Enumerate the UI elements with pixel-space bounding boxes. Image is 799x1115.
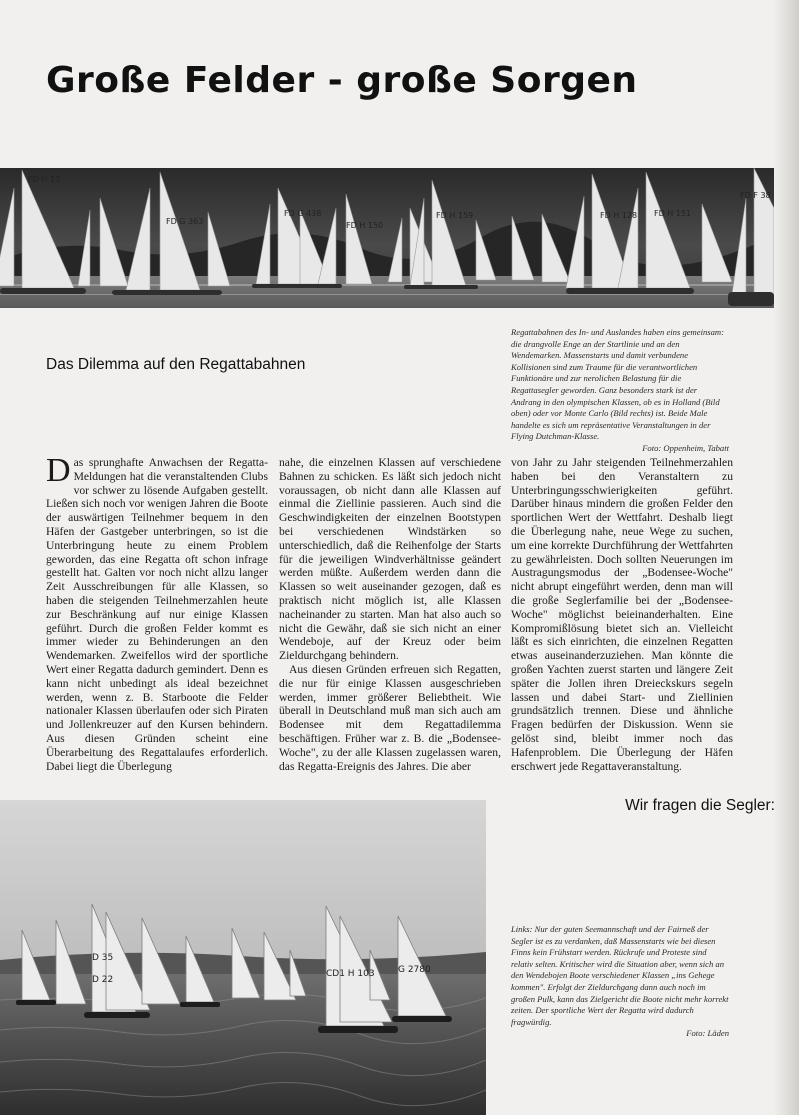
body-text: von Jahr zu Jahr steigenden Teilnehmerzahlen haben bei den Veranstaltern zu Unterbringungsschwierigkeiten geführt. Darüber hinaus mindern die großen Felder den sportlichen Wert der Wettfahrt. Deshalb liegt die Überlegung nahe, neue Wege zu suchen, um eine korrekte Durchführung der Wettfahrten zu gewährleisten. Doch sollten Neuerungen im Austragungsmodus der „Bodensee-Woche" nicht abrupt eingeführt werden, denn man will die große Seglerfamilie bei der „Bodensee-Woche" möglichst beieinanderhalten. Eine Kompromißlösung bietet sich an. Vielleicht läßt es sich einrichten, die einzelnen Regatten etwas auseinanderzuziehen. Man könnte die großen Yachten zuerst starten und längere Zeit später die Jollen ihren Dreieckskurs segeln lassen und dabei Start- und Ziellinien grundsätzlich trennen. Diese und ähnliche Fragen bedürfen der Diskussion. Wenn sie gelöst sind, bleibt immer noch das Hafenproblem. Die Überlegung der Häfen erschwert jede Regattaveranstaltung. — [511, 456, 733, 773]
article-column-1 — [46, 452, 268, 773]
sail-number-label: FD F 38 — [740, 191, 771, 200]
sail-number-label: FD H 13 — [28, 175, 61, 184]
article-column-3 — [511, 456, 733, 773]
photo-credit: Foto: Läden — [686, 1028, 729, 1039]
question-heading: Wir fragen die Segler: — [625, 797, 775, 814]
sail-number-label: FD H 151 — [654, 209, 692, 218]
page-edge-shadow — [773, 0, 799, 1115]
caption-text: Links: Nur der guten Seemannschaft und der Fairneß der Segler ist es zu verdanken, daß Massenstarts wie bei diesen Finns kein Frühstart werden. Rückrufe und Proteste sind relativ selten. Kritischer wird die Situation aber, wenn sich an den Wendebojen Boote verschiedener Klassen „ins Gehege kommen". Erfolgt der Zieldurchgang dann auch noch im großen Pulk, kann das Zielgericht die Boote nicht mehr korrekt zeiten. Der sportliche Wert der Regatta wird dadurch fragwürdig. — [511, 924, 729, 1027]
sail-number-label: FD H 150 — [346, 221, 384, 230]
sail-number-label: FD H 159 — [436, 211, 474, 220]
photo-credit: Foto: Oppenheim, Tabatt — [642, 442, 729, 453]
body-text: Aus diesen Gründen erfreuen sich Regatten, die nur für einige Klassen ausgeschrieben werden, immer größerer Beliebtheit. Wie überall in Deutschland muß man sich auch am Bodensee mit dem Regattadilemma beschäftigen. Früher war z. B. die „Bodensee-Woche", zu der alle Klassen zugelassen waren, das Regatta-Ereignis des Jahres. Die aber — [279, 662, 501, 773]
body-text: nahe, die einzelnen Klassen auf verschiedene Bahnen zu schicken. Es läßt sich jedoch nicht voraussagen, ob nicht dann alle Klassen auf einmal die Ziellinie passieren. Auch sind die Geschwindigkeiten der einzelnen Bootstypen bei verschiedenen Windstärken so unterschiedlich, daß die Reihenfolge der Starts für die jeweiligen Windverhältnisse geändert werden müßte. Außerdem werden dann die Klassen so weit auseinander gezogen, daß es praktisch nicht möglich ist, alle Klassen nacheinander zu starten. Man hat also auch so nicht die Gewähr, daß sie sich nicht an einer Wendeboje, auf der Kreuz oder beim Zieldurchgang behindern. — [279, 456, 501, 663]
sail-number-label: D 35 — [92, 953, 114, 963]
caption-text: Regattabahnen des In- und Auslandes haben eins gemeinsam: die drangvolle Enge an der Startlinie und an den Wendemarken. Massenstarts und damit verbundene Kollisionen sind zum Traume für die verantwortlichen Funktionäre und zur nerolichen Belastung für die Regattasegler geworden. Ganz besonders stark ist der Andrang in den olympischen Klassen, ob es in Holland (Bild oben) oder vor Monte Carlo (Bild rechts) ist. Beide Male handelte es sich um repräsentative Veranstaltungen in der Flying Dutchman-Klasse. — [511, 327, 724, 442]
sail-number-label: FD H 128 — [600, 211, 638, 220]
article-column-2 — [279, 456, 501, 773]
photo-caption-bottom — [511, 924, 729, 1040]
photo-caption-top — [511, 327, 729, 455]
drop-cap: D — [46, 452, 71, 489]
sail-number-label: CD1 H 103 — [326, 969, 375, 979]
section-heading: Das Dilemma auf den Regattabahnen — [46, 356, 306, 373]
article-title: Große Felder - große Sorgen — [46, 60, 638, 101]
sail-number-label: G 2780 — [398, 965, 431, 975]
photo-finn-start — [0, 800, 486, 1115]
sail-number-label: FD G 438 — [284, 209, 322, 218]
body-text: as sprunghafte Anwachsen der Regatta-Meldungen hat die veranstaltenden Clubs vor schwer zu lösende Aufgaben gestellt. Ließen sich noch vor wenigen Jahren die Boote der auswärtigen Teilnehmer bequem in den Häfen der Gastgeber unterbringen, so ist die Unterbringung heute zu einem Problem geworden, das eine Regatta oft schon infrage gestellt hat. Galten vor noch nicht allzu langer Zeit Ausschreibungen für alle Klassen, so haben die steigenden Teilnehmerzahlen heute zur Beschränkung auf nur einige Klassen geführt. Durch die großen Felder kommt es immer wieder zu Behinderungen an den Wendemarken. Zweifellos wird der sportliche Wert einer Regatta dadurch gemindert. Denn es kann nicht unbedingt als ideal bezeichnet werden, wenn z. B. Starboote die Felder nationaler Klassen überlaufen oder sich Piraten und Jollenkreuzer auf den Kursen behindern. Aus diesen Gründen scheint eine Überarbeitung des Regattalaufes erforderlich. Dabei liegt die Überlegung — [46, 456, 268, 773]
sail-number-label: D 22 — [92, 975, 114, 985]
photo-regatta-holland — [0, 168, 774, 308]
sail-number-label: FD G 363 — [166, 217, 204, 226]
